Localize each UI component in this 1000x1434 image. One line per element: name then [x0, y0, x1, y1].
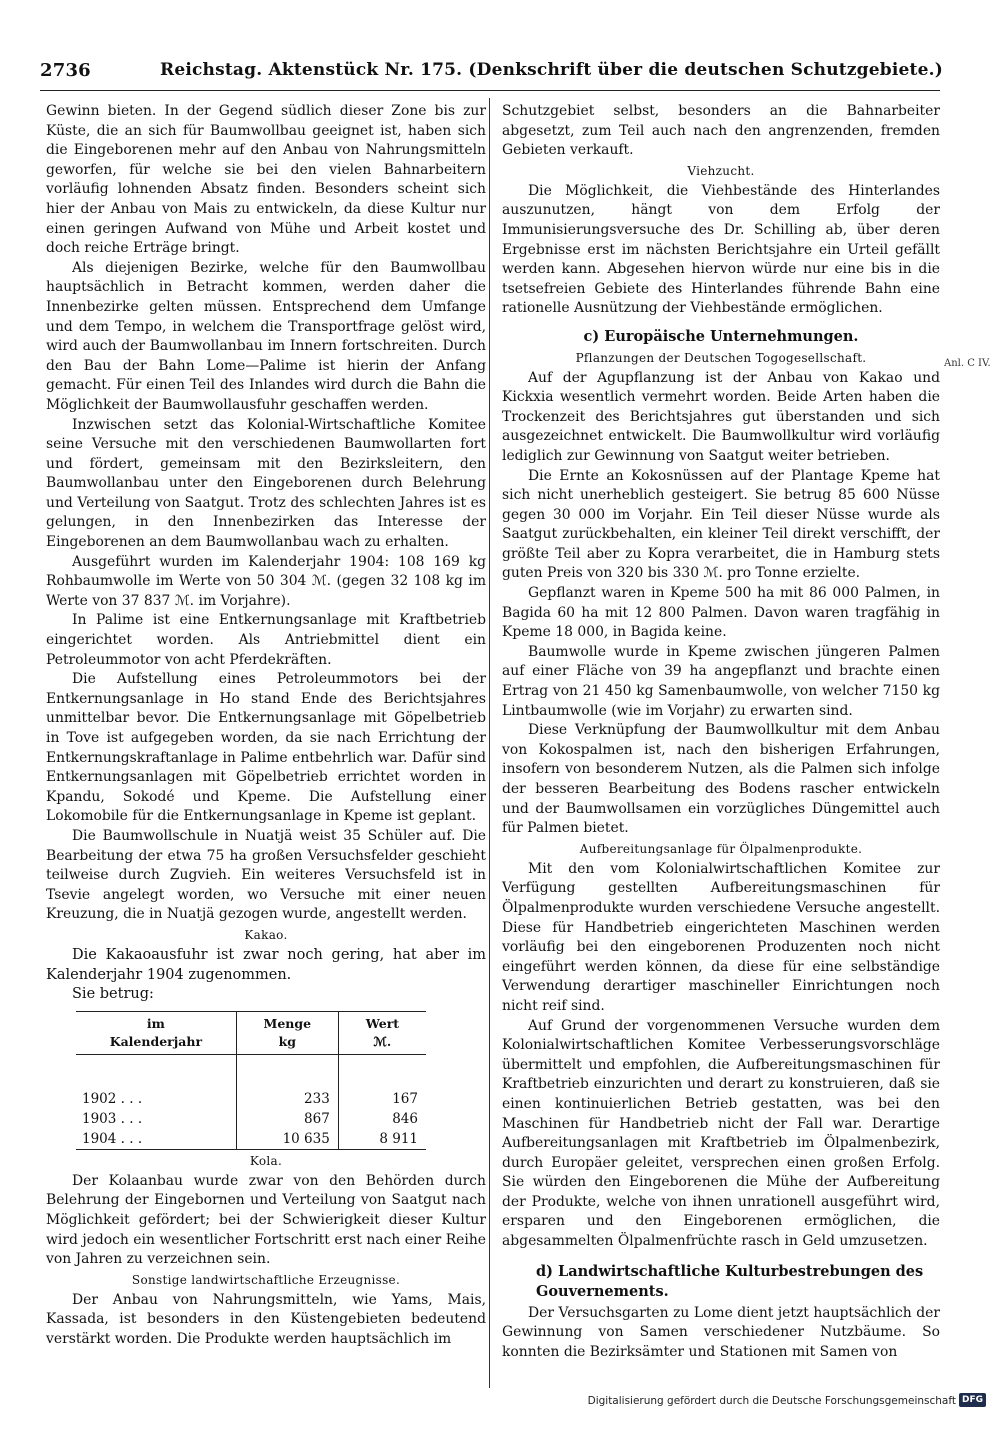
- cell-value: 167: [338, 1089, 426, 1109]
- table-spacer-row: [76, 1054, 426, 1089]
- section-heading-d: d) Landwirtschaftliche Kulturbestrebungen des Gouvernements.: [536, 1262, 924, 1300]
- paragraph: Mit den vom Kolonialwirtschaftlichen Komitee zur Verfügung gestellten Aufbereitungsmaschinen für Ölpalmenprodukte wurden verschiedene Versuche angestellt. Diese für Handbetrieb eingerichteten Maschinen werden vorläufig bei den eingeborenen Produzenten noch nicht eingeführt werden können, da diese für eine selbständige Verwendung derartiger maschineller Einrichtungen noch nicht reif sind.: [502, 860, 940, 1014]
- paragraph: Inzwischen setzt das Kolonial-Wirtschaftliche Komitee seine Versuche mit den verschiedenen Baumwollarten fort und fördert, gemeinsam mit den Bezirksleitern, den Baumwollanbau unter den Eingeborenen durch Belehrung und Verteilung von Saatgut. Trotz des schlechten Jahres ist es gelungen, in den Innenbezirken das Interesse der Eingeborenen an dem Baumwollanbau wach zu erhalten.: [46, 416, 486, 551]
- paragraph: Gewinn bieten. In der Gegend südlich dieser Zone bis zur Küste, die an sich für Baumwollbau geeignet ist, haben sich die Eingeborenen mehr auf den Anbau von Nahrungsmitteln geworfen, für welche sie bei den vielen Bahnarbeitern vorläufig lohnenden Absatz finden. Besonders scheint sich hier der Anbau von Mais zu entwickeln, da diese Kultur nur einen geringen Aufwand von Mühe und Arbeit kostet und doch reiche Erträge bringt.: [46, 103, 486, 257]
- page-header: [40, 58, 960, 88]
- paragraph: Diese Verknüpfung der Baumwollkultur mit dem Anbau von Kokospalmen ist, nach den bisherigen Erfahrungen, insofern von besonderem Nutzen, als die Palmen sich infolge der besseren Bearbeitung des Bodens rascher entwickeln und der Baumwollsamen ein vorzügliches Düngemittel auch für Palmen bietet.: [502, 722, 940, 837]
- header-line: Menge: [263, 1015, 312, 1031]
- subheading-aufbereitung: Aufbereitungsanlage für Ölpalmenprodukte.: [579, 841, 863, 856]
- header-line: Wert: [365, 1015, 400, 1031]
- column-header-value: [338, 1011, 426, 1054]
- subheading-viehzucht: Viehzucht.: [687, 163, 755, 178]
- page-number: 2736: [40, 60, 91, 81]
- paragraph: Der Kolaanbau wurde zwar von den Behörden durch Belehrung der Eingebornen und Verteilung von Saatgut nach Möglichkeit gefördert; bei der Schwierigkeit dieser Kultur wird jedoch ein wesentlicher Fortschritt erst nach einer Reihe von Jahren zu verzeichnen sein.: [46, 1172, 486, 1268]
- paragraph: Die Kakaoausfuhr ist zwar noch gering, hat aber im Kalenderjahr 1904 zugenommen.: [46, 946, 486, 983]
- paragraph: Auf der Agupflanzung ist der Anbau von Kakao und Kickxia wesentlich vermehrt worden. Beide Arten haben die Trockenzeit des Berichtsjahres gut überstanden und sich ausgezeichnet entwickelt. Die Baumwollkultur wird vorläufig lediglich zur Gewinnung von Saatgut weiter betrieben.: [502, 369, 940, 464]
- footer-credit: Digitalisierung gefördert durch die Deutsche Forschungsgemeinschaft: [587, 1395, 956, 1407]
- column-header-year: [76, 1011, 236, 1054]
- margin-note: Anl. C IV.: [944, 358, 991, 369]
- paragraph: Der Anbau von Nahrungsmitteln, wie Yams, Mais, Kassada, ist besonders in den Küstengebieten bedeutend verstärkt worden. Die Produkte werden hauptsächlich im: [46, 1291, 486, 1347]
- column-divider: [489, 98, 490, 1388]
- cell-quantity: 233: [236, 1089, 338, 1109]
- header-line: kg: [278, 1033, 296, 1049]
- column-header-quantity: [236, 1011, 338, 1054]
- cell-year: 1902 . . .: [82, 1090, 143, 1107]
- dfg-logo: DFG: [959, 1393, 986, 1407]
- header-line: Kalenderjahr: [109, 1033, 203, 1049]
- paragraph: Die Ernte an Kokosnüssen auf der Plantage Kpeme hat sich nicht unerheblich gesteigert. Sie betrug 85 600 Nüsse gegen 30 000 im Vorjahr. Ein Teil dieser Nüsse wurde als Saatgut zurückbehalten, ein kleiner Teil direkt verschifft, der größte Teil aber zu Kopra verarbeitet, die in Hamburg stets guten Preis von 320 bis 330 ℳ. pro Tonne erzielte.: [502, 467, 940, 582]
- paragraph: Gepflanzt waren in Kpeme 500 ha mit 86 000 Palmen, in Bagida 60 ha mit 12 800 Palmen. Davon waren tragfähig in Kpeme 18 000, in Bagida keine.: [502, 585, 940, 641]
- header-line: im: [146, 1015, 165, 1031]
- paragraph: Sie betrug:: [72, 986, 154, 1003]
- header-rule: [40, 90, 940, 91]
- subheading-kola: Kola.: [249, 1153, 283, 1168]
- paragraph: Die Möglichkeit, die Viehbestände des Hinterlandes auszunutzen, hängt von dem Erfolg der Immunisierungsversuche des Dr. Schilling ab, über deren Ergebnisse erst im nächsten Berichtsjahre ein Urteil gefällt werden kann. Abgesehen hiervon würde nur eine bis in die tsetsefreien Gebiete des Hinterlandes führende Bahn eine rationelle Ausnützung der Viehbestände ermöglichen.: [502, 182, 940, 317]
- paragraph: Der Versuchsgarten zu Lome dient jetzt hauptsächlich der Gewinnung von Samen verschiedener Nutzbäume. So konnten die Bezirksämter und Stationen mit Samen von: [502, 1304, 940, 1360]
- paragraph: Als diejenigen Bezirke, welche für den Baumwollbau hauptsächlich in Betracht kommen, werden daher die Innenbezirke gelten müssen. Entsprechend dem Umfange und dem Tempo, in welchem die Transportfrage gelöst wird, wird auch der Baumwollanbau im Innern fortschreiten. Durch den Bau der Bahn Lome—Palime ist hierin der Anfang gemacht. Für einen Teil des Inlandes wird durch die Bahn die Möglichkeit der Baumwollausfuhr geschaffen werden.: [46, 259, 486, 413]
- table-row: [76, 1089, 426, 1109]
- cell-quantity: 867: [236, 1109, 338, 1129]
- paragraph: Baumwolle wurde in Kpeme zwischen jüngeren Palmen auf einer Fläche von 39 ha angepflanzt und brachte einen Ertrag von 21 450 kg Samenbaumwolle, von welcher 7150 kg Lintbaumwolle (wie im Vorjahr) zu erwarten sind.: [502, 643, 940, 719]
- subheading-pflanzungen: Pflanzungen der Deutschen Togogesellschaft.: [575, 350, 867, 365]
- header-line: ℳ.: [373, 1033, 392, 1049]
- section-heading-c: c) Europäische Unternehmungen.: [583, 327, 859, 345]
- cell-value: 8 911: [338, 1129, 426, 1150]
- paragraph: Schutzgebiet selbst, besonders an die Bahnarbeiter abgesetzt, zum Teil auch nach den angrenzenden, fremden Gebieten verkauft.: [502, 103, 940, 159]
- subheading-kakao: Kakao.: [244, 927, 288, 942]
- table-row: [76, 1109, 426, 1129]
- cell-year: 1903 . . .: [82, 1110, 143, 1127]
- paragraph: In Palime ist eine Entkernungsanlage mit Kraftbetrieb eingerichtet worden. Als Antriebmittel dient ein Petroleummotor von acht Pferdekräften.: [46, 612, 486, 668]
- paragraph: Die Aufstellung eines Petroleummotors bei der Entkernungsanlage in Ho stand Ende des Berichtsjahres unmittelbar bevor. Die Entkernungsanlage mit Göpelbetrieb in Tove ist aufgegeben worden, da sie nach Errichtung der Entkernungskraftanlage in Palime entbehrlich war. Dafür sind Entkernungsanlagen mit Göpelbetrieb errichtet worden in Kpandu, Sokodé und Kpeme. Die Aufstellung einer Lokomobile für die Entkernungsanlage in Kpeme ist geplant.: [46, 671, 486, 825]
- subheading-sonstige: Sonstige landwirtschaftliche Erzeugnisse.: [131, 1272, 401, 1287]
- cell-value: 846: [338, 1109, 426, 1129]
- table-row: [76, 1129, 426, 1150]
- running-head: Reichstag. Aktenstück Nr. 175. (Denkschrift über die deutschen Schutzgebiete.): [160, 60, 943, 80]
- kakao-table: [76, 1011, 426, 1150]
- table-header-row: [76, 1011, 426, 1054]
- cell-year: 1904 . . .: [82, 1130, 143, 1147]
- cell-quantity: 10 635: [236, 1129, 338, 1150]
- right-column: [502, 102, 940, 1362]
- paragraph: Die Baumwollschule in Nuatjä weist 35 Schüler auf. Die Bearbeitung der etwa 75 ha großen Versuchsfelder geschieht teilweise durch Zugvieh. Ein weiteres Versuchsfeld ist in Tsevie angelegt worden, wo Versuche mit einer neuen Kreuzung, die in Nuatjä gezogen wurde, angestellt werden.: [46, 827, 486, 923]
- left-column: [46, 102, 486, 1349]
- footer: [587, 1390, 990, 1414]
- paragraph: Auf Grund der vorgenommenen Versuche wurden dem Kolonialwirtschaftlichen Komitee Verbesserungsvorschläge übermittelt und empfohlen, die Aufbereitungsmaschinen für Kraftbetrieb einzurichten und derart zu konstruieren, daß sie einen kontinuierlichen Betrieb gestatten, was bei den Maschinen für Handbetrieb nicht der Fall war. Derartige Aufbereitungsanlagen mit Kraftbetrieb im Ölpalmenbezirk, durch Europäer geleitet, versprechen einen großen Erfolg. Sie würden den Eingeborenen die Mühe der Aufbereitung der Produkte, welche von ihnen unrationell ausgeführt wird, ersparen und den Eingeborenen ermöglichen, die abgesammelten Ölpalmenfrüchte rasch in Geld umzusetzen.: [502, 1017, 940, 1250]
- paragraph: Ausgeführt wurden im Kalenderjahr 1904: 108 169 kg Rohbaumwolle im Werte von 50 304 ℳ. (gegen 32 108 kg im Werte von 37 837 ℳ. im Vorjahre).: [46, 553, 486, 609]
